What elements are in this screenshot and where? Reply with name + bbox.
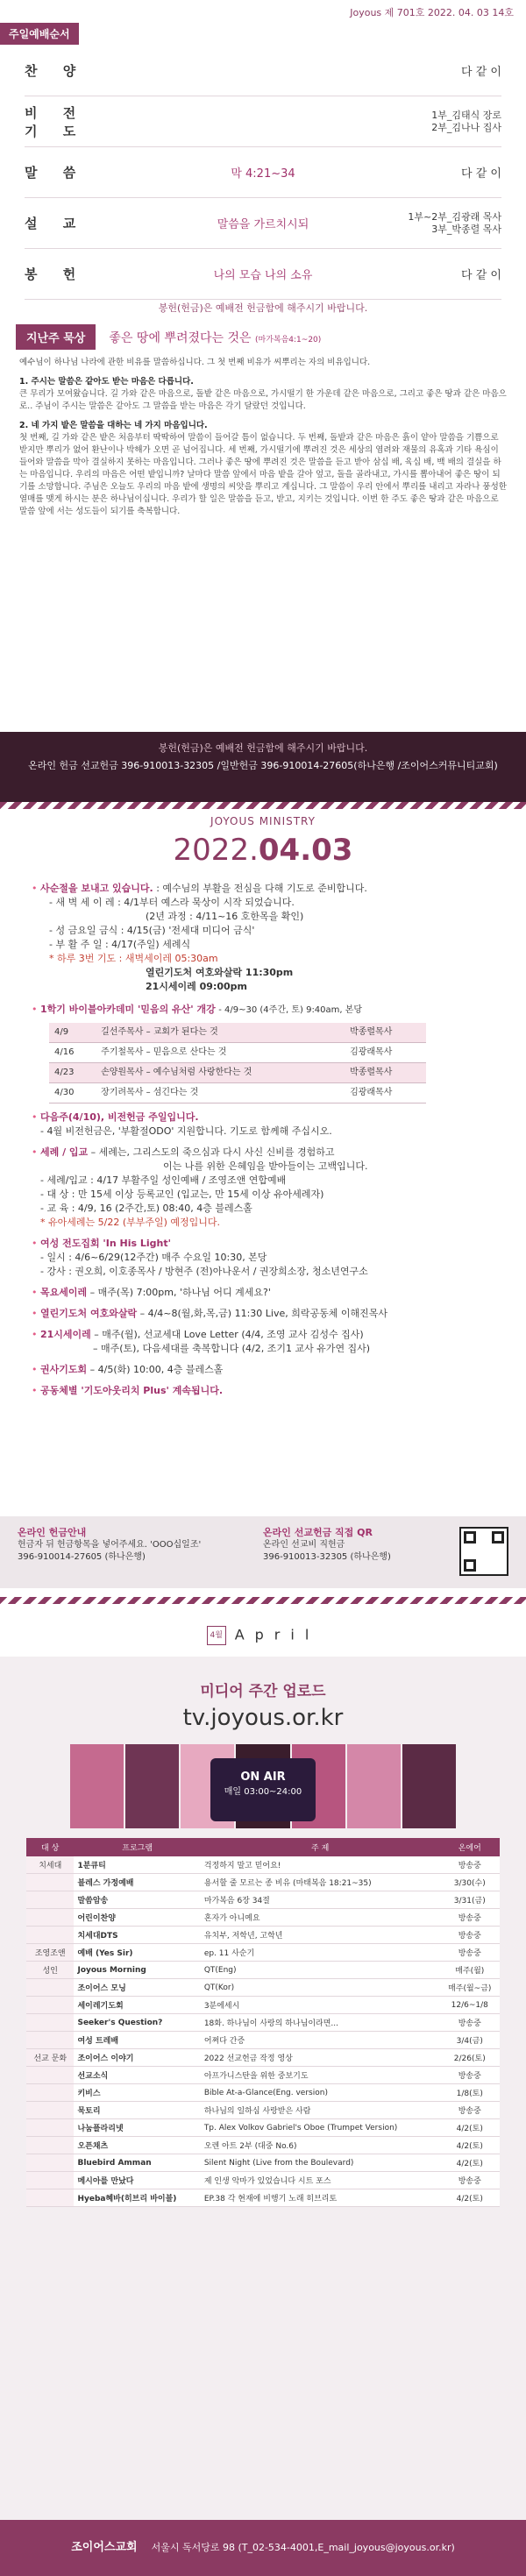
table-cell: 방송중 <box>440 1856 500 1874</box>
table-cell: QT(Eng) <box>201 1962 440 1979</box>
info-line: 온라인 선교비 직헌금 <box>263 1540 345 1550</box>
list-sub: 21시세이레 09:00pm <box>146 981 247 992</box>
table-cell: 4/2(토) <box>440 2119 500 2137</box>
order-leader <box>405 211 501 236</box>
item-text: - 4/9~30 (4주간, 토) 9:40am, 본당 <box>218 1005 363 1015</box>
table-cell: 말씀암송 <box>74 1891 200 1909</box>
order-row <box>25 198 501 249</box>
table-cell: 방송중 <box>440 2102 500 2119</box>
table-cell: 18화. 하나님이 사랑의 하나님이라면... <box>201 2014 440 2032</box>
donation-bar <box>0 732 526 802</box>
table-row <box>26 1856 500 1874</box>
order-row <box>25 147 501 198</box>
table-cell <box>26 1927 74 1944</box>
list-sub: 열린기도처 여호와살락 11:30pm <box>146 967 294 978</box>
table-cell: 박종렬목사 <box>345 1063 426 1083</box>
table-cell: 성인 <box>26 1962 74 1979</box>
table-row <box>26 1927 500 1944</box>
table-row <box>26 1909 500 1927</box>
worship-order <box>25 46 501 300</box>
qr-code-icon[interactable] <box>459 1527 508 1576</box>
list-item <box>32 1307 496 1321</box>
order-row <box>25 46 501 96</box>
meditation-intro: 예수님이 하나님 나라에 관한 비유를 말씀하십니다. 그 첫 번째 비유가 씨뿌리는 자의 비유입니다. <box>19 358 371 367</box>
table-cell: 4/2(토) <box>440 2137 500 2154</box>
last-week-meditation <box>0 324 526 525</box>
info-line: 396-910013-32305 (하나은행) <box>263 1552 391 1562</box>
table-cell: 12/6~1/8 <box>440 1997 500 2014</box>
table-row <box>26 1891 500 1909</box>
table-cell: 박종렬목사 <box>345 1023 426 1043</box>
list-sub: - 교 육 : 4/9, 16 (2주간,토) 08:40, 4층 블레스홀 <box>40 1203 252 1214</box>
order-leader: 다 같 이 <box>461 167 501 181</box>
media-schedule-table <box>26 1838 500 2207</box>
table-cell: 2/26(토) <box>440 2049 500 2067</box>
month-text: April <box>234 1626 320 1643</box>
list-item <box>32 882 496 896</box>
table-cell <box>26 2102 74 2119</box>
table-cell: 치세대 <box>26 1856 74 1874</box>
offering-note: 봉헌(헌금)은 예배전 헌금함에 해주시기 바랍니다. <box>158 302 368 314</box>
col-header: 주 제 <box>201 1838 440 1856</box>
media-url[interactable]: tv.joyous.or.kr <box>182 1705 344 1731</box>
item-heading: 세례 / 입교 <box>40 1146 89 1158</box>
table-row <box>26 1979 500 1997</box>
list-sub: - 4월 비전헌금은, '부활절ODO' 지원합니다. 기도로 함께해 주십시오. <box>40 1125 332 1137</box>
table-cell: 손양원목사 – 예수님처럼 사랑한다는 것 <box>96 1063 345 1083</box>
table-cell: Hyeba혜바(히브리 바이블) <box>74 2189 200 2207</box>
leader-line: 2부_김나나 집사 <box>431 121 501 133</box>
table-cell: 3/31(금) <box>440 1891 500 1909</box>
item-text: – 세례는, 그리스도의 죽으심과 다시 사신 신비를 경험하고 <box>88 1146 335 1158</box>
table-cell <box>26 2119 74 2137</box>
list-item <box>32 1328 496 1342</box>
meditation-tag: 지난주 묵상 <box>16 324 96 350</box>
table-cell: 선교 문화 <box>26 2049 74 2067</box>
table-cell: 4/2(토) <box>440 2189 500 2207</box>
table-cell: 아프가니스탄을 위한 중보기도 <box>201 2067 440 2084</box>
table-cell: Tp. Alex Volkov Gabriel's Oboe (Trumpet Version) <box>201 2119 440 2137</box>
list-sub: (2년 과정 : 4/11~16 호한목을 확인) <box>146 911 304 922</box>
table-cell: 4/30 <box>49 1083 96 1103</box>
table-cell: 4/23 <box>49 1063 96 1083</box>
ministry-tag: JOYOUS MINISTRY <box>210 815 316 827</box>
table-cell: 키비스 <box>74 2084 200 2102</box>
table-cell: 4/9 <box>49 1023 96 1043</box>
ministry-header <box>0 815 526 868</box>
table-cell: Bible At-a-Glance(Eng. version) <box>201 2084 440 2102</box>
table-cell: 3/4(금) <box>440 2032 500 2049</box>
item-heading: 권사기도회 <box>40 1364 88 1375</box>
table-cell: 메시아를 만났다 <box>74 2172 200 2189</box>
table-cell: 마가복음 6장 34절 <box>201 1891 440 1909</box>
table-cell: 오픈채츠 <box>74 2137 200 2154</box>
order-leader: 다 같 이 <box>461 66 501 79</box>
table-row <box>26 2049 500 2067</box>
banner-thumb <box>125 1744 179 1828</box>
online-giving-box <box>0 1516 526 1588</box>
table-cell: 방송중 <box>440 1927 500 1944</box>
item-heading: 21시세이레 <box>40 1329 91 1340</box>
table-cell: 4/2(토) <box>440 2154 500 2172</box>
item-heading: 사순절을 보내고 있습니다. <box>40 883 153 894</box>
table-cell: 김광래목사 <box>345 1083 426 1103</box>
list-item <box>32 1384 496 1398</box>
footer-church: 조이어스교회 <box>71 2541 138 2554</box>
table-cell: 용서할 줄 모르는 종 비유 (마태복음 18:21~35) <box>201 1874 440 1891</box>
item-text: – 4/5(화) 10:00, 4층 블레스홀 <box>87 1364 224 1375</box>
order-row <box>25 96 501 147</box>
info-line: 헌금자 뒤 헌금항목을 넣어주세요. 'OOO십일조' <box>18 1540 202 1550</box>
bulletin-header: Joyous 제 701호 2022. 04. 03 14호 <box>350 7 514 18</box>
table-cell: 장기려목사 – 섬긴다는 것 <box>96 1083 345 1103</box>
table-row <box>49 1023 426 1043</box>
list-sub: - 일시 : 4/6~6/29(12주간) 매주 수요일 10:30, 본당 <box>40 1252 267 1263</box>
list-sub: - 성 금요일 금식 : 4/15(금) '전세대 미디어 금식' <box>49 925 255 936</box>
donation-accounts: 온라인 헌금 선교헌금 396-910013-32305 /일반헌금 396-910014-27605(하나은행 /조이어스커뮤니티교회) <box>28 760 498 771</box>
table-row <box>49 1043 426 1063</box>
bullet-icon: • <box>32 883 40 894</box>
table-cell: 선교소식 <box>74 2067 200 2084</box>
info-title: 온라인 헌금안내 <box>18 1527 87 1538</box>
table-row <box>49 1063 426 1083</box>
order-label: 봉 헌 <box>25 266 87 282</box>
list-sub: - 부 활 주 일 : 4/17(주일) 세례식 <box>49 939 191 950</box>
list-item <box>32 1363 496 1377</box>
bullet-icon: • <box>32 1238 40 1249</box>
table-cell: 묵토리 <box>74 2102 200 2119</box>
table-row <box>26 2032 500 2049</box>
table-cell: 여성 트레배 <box>74 2032 200 2049</box>
table-cell: 방송중 <box>440 1944 500 1962</box>
bullet-icon: • <box>32 1004 40 1015</box>
table-cell: 매주(월~금) <box>440 1979 500 1997</box>
table-cell <box>26 2172 74 2189</box>
info-line: 396-910014-27605 (하나은행) <box>18 1552 146 1562</box>
meditation-body <box>0 350 526 518</box>
list-item <box>32 1286 496 1300</box>
table-row <box>26 2172 500 2189</box>
table-cell: 하나님의 일하심 사랑받은 사람 <box>201 2102 440 2119</box>
bullet-icon: • <box>32 1308 40 1319</box>
meditation-title <box>109 329 321 346</box>
leader-line: 1부~2부_김광래 목사 <box>408 210 501 223</box>
meditation-ref: (마가복음4:1~20) <box>255 336 322 344</box>
table-cell: Silent Night (Live from the Boulevard) <box>201 2154 440 2172</box>
bullet-icon: • <box>32 1146 40 1158</box>
list-sub: - 세례/입교 : 4/17 부활주일 성인예배 / 조영조앤 연합예배 <box>40 1174 287 1186</box>
stripe-divider <box>0 802 526 809</box>
table-row <box>26 2154 500 2172</box>
table-cell <box>26 1979 74 1997</box>
footer <box>0 2520 526 2576</box>
table-cell <box>26 1909 74 1927</box>
table-row <box>26 1874 500 1891</box>
bullet-icon: • <box>32 1364 40 1375</box>
table-row <box>26 2137 500 2154</box>
banner-thumb <box>347 1744 401 1828</box>
list-item <box>32 1146 496 1160</box>
online-giving-right <box>263 1527 391 1564</box>
table-row <box>26 2084 500 2102</box>
ministry-list <box>32 882 496 1398</box>
table-row <box>49 1083 426 1103</box>
table-cell: 주기철목사 – 믿음으로 산다는 것 <box>96 1043 345 1063</box>
donation-notice: 봉헌(헌금)은 예배전 헌금함에 해주시기 바랍니다. <box>158 742 368 754</box>
table-cell: 조이어스 이야기 <box>74 2049 200 2067</box>
list-item <box>32 1111 496 1125</box>
point-heading: 2. 네 가지 밭은 말씀을 대하는 네 가지 마음입니다. <box>19 421 208 430</box>
table-cell: 2022 선교헌금 작정 영상 <box>201 2049 440 2067</box>
list-sub: - 새 벽 세 이 레 : 4/1부터 예스라 묵상이 시작 되었습니다. <box>49 897 295 908</box>
date-md: 04.03 <box>258 833 353 868</box>
table-cell: Joyous Morning <box>74 1962 200 1979</box>
bullet-icon: • <box>32 1111 40 1123</box>
on-air-badge <box>210 1758 316 1821</box>
media-title: 미디어 주간 업로드 <box>200 1683 326 1700</box>
order-row <box>25 249 501 300</box>
list-note: * 유아세례는 5/22 (부부주일) 예정입니다. <box>40 1217 221 1228</box>
table-cell: 어린이찬양 <box>74 1909 200 1927</box>
list-item <box>32 1003 496 1018</box>
item-text: – 4/4~8(월,화,목,금) 11:30 Live, 희락공동체 이해진목사 <box>137 1308 387 1319</box>
month-heading <box>0 1626 526 1645</box>
banner-thumb <box>70 1744 124 1828</box>
table-cell: ep. 11 사순기 <box>201 1944 440 1962</box>
list-note: * 하루 3번 기도 : 새벽세이레 05:30am <box>49 953 218 964</box>
table-cell <box>26 2084 74 2102</box>
list-sub: - 대 상 : 만 15세 이상 등록교인 (입교는, 만 15세 이상 유아세례자) <box>40 1189 324 1200</box>
table-cell: 4/16 <box>49 1043 96 1063</box>
table-cell: 혼자가 아니예요 <box>201 1909 440 1927</box>
table-cell: 방송중 <box>440 1909 500 1927</box>
item-text: – 매주(목) 7:00pm, '하나님 어디 계세요?' <box>87 1287 271 1298</box>
table-cell: 방송중 <box>440 2172 500 2189</box>
on-air-sub: 매일 03:00~24:00 <box>224 1787 302 1797</box>
order-label: 비 전 기 도 <box>25 104 87 139</box>
bible-academy-table <box>49 1023 426 1103</box>
point-heading: 1. 주시는 말씀은 같아도 받는 마음은 다릅니다. <box>19 377 194 387</box>
table-cell <box>26 2032 74 2049</box>
table-cell: 1/8(토) <box>440 2084 500 2102</box>
order-leader: 다 같 이 <box>461 269 501 282</box>
table-header-row <box>26 1838 500 1856</box>
table-cell <box>26 2067 74 2084</box>
order-label: 설 교 <box>25 216 87 231</box>
col-header: 온에어 <box>440 1838 500 1856</box>
table-cell: 세이레기도회 <box>74 1997 200 2014</box>
item-text: : 예수님의 부활을 전심을 다해 기도로 준비합니다. <box>153 883 367 894</box>
date-year: 2022. <box>173 833 259 868</box>
table-cell: 예배 (Yes Sir) <box>74 1944 200 1962</box>
table-cell: 제 인생 악마가 있었습니다 시트 포스 <box>201 2172 440 2189</box>
table-cell: 유치부, 저학년, 고학년 <box>201 1927 440 1944</box>
leader-line: 3부_박종렬 목사 <box>431 223 501 235</box>
meditation-title-text: 좋은 땅에 뿌려졌다는 것은 <box>109 331 252 345</box>
table-cell: 걱정하지 말고 믿어요! <box>201 1856 440 1874</box>
item-heading: 공동체별 '기도아웃리치 Plus' 계속됩니다. <box>40 1385 224 1396</box>
order-label: 찬 양 <box>25 63 87 79</box>
table-cell: 김광래목사 <box>345 1043 426 1063</box>
table-cell <box>26 2189 74 2207</box>
bullet-icon: • <box>32 1287 40 1298</box>
table-row <box>26 1997 500 2014</box>
table-cell: QT(Kor) <box>201 1979 440 1997</box>
table-cell: 어쩌다 간증 <box>201 2032 440 2049</box>
table-cell: 1분큐티 <box>74 1856 200 1874</box>
table-row <box>26 1962 500 1979</box>
calendar-icon: 4월 <box>207 1626 226 1645</box>
banner-thumb <box>402 1744 456 1828</box>
table-cell: 방송중 <box>440 2014 500 2032</box>
table-cell: 3분에세시 <box>201 1997 440 2014</box>
table-cell: EP.38 각 현재에 비행기 노래 히브리토 <box>201 2189 440 2207</box>
list-sub: - 강사 : 권오희, 이호종목사 / 방현주 (전)아나운서 / 권장희소장, 청소년연구소 <box>40 1266 368 1277</box>
table-cell: 블레스 가정예배 <box>74 1874 200 1891</box>
item-text: – 매주(월), 선교세대 Love Letter (4/4, 조영 교사 김성수 집사) <box>90 1329 364 1340</box>
order-section-label: 주일예배순서 <box>0 23 79 45</box>
order-label: 말 씀 <box>25 165 87 181</box>
table-cell <box>26 1997 74 2014</box>
bullet-icon: • <box>32 1329 40 1340</box>
table-row <box>26 2067 500 2084</box>
list-item <box>32 1237 496 1251</box>
point-text: 첫 번째, 길 가와 같은 밭은 처음부터 딱딱하여 말씀이 들어갈 틈이 없습니다. 두 번째, 돌밭과 같은 마음은 흙이 얕아 말씀을 기쁨으로 받지만 뿌리가 없어 환난이나 박해가 오면 곧 넘어집니다. 세 번째, 가시떨기에 뿌려진 것은 세상의 염려와 재물의 유혹과 기타 욕심이 들어와 말씀을 막아 결실하지 못하는 마음입니다. 그러나 좋은 땅에 뿌려진 것은 말씀을 듣고 받아 삼십 배, 육십 배, 백 배의 결실을 하는 마음입니다. 우리의 마음은 어떤 밭입니까? 날마다 말씀 앞에서 마음 밭을 갈아 엎고, 돌을 골라내고, 가시를 뽑아내어 좋은 땅이 되기를 소망합니다. 주님은 오늘도 우리의 마음 밭에 생명의 씨앗을 뿌리고 계십니다. 그 말씀이 우리 안에서 뿌리를 내리고 자라나 풍성한 열매를 맺게 하시는 분은 하나님이십니다. 우리가 할 일은 말씀을 듣고, 받고, 지키는 것입니다. 이번 한 주도 좋은 땅과 같은 마음으로 말씀 앞에 서는 성도들이 되기를 축복합니다. <box>19 433 507 516</box>
item-heading: 목요세이레 <box>40 1287 88 1298</box>
table-cell: 치세대DTS <box>74 1927 200 1944</box>
table-cell: 매주(월) <box>440 1962 500 1979</box>
list-sub: 이는 나를 위한 은혜임을 받아들이는 고백입니다. <box>163 1160 368 1172</box>
item-heading: 1학기 바이블아카데미 '믿음의 유산' 개강 <box>40 1004 216 1015</box>
table-cell <box>26 2014 74 2032</box>
table-cell <box>26 2137 74 2154</box>
table-cell: 나눔플라리넷 <box>74 2119 200 2137</box>
table-row <box>26 2189 500 2207</box>
table-row <box>26 1944 500 1962</box>
table-cell: Seeker's Question? <box>74 2014 200 2032</box>
table-cell: 3/30(수) <box>440 1874 500 1891</box>
point-text: 큰 무리가 모여왔습니다. 길 가와 같은 마음으로, 돌밭 같은 마음으로, 가시떨기 한 가운데 같은 마음으로, 그리고 좋은 땅과 같은 마음으로.. 주님이 주시는 말씀은 같아도 그 말씀을 받는 마음은 각기 달랐던 것입니다. <box>19 389 507 411</box>
on-air-label: ON AIR <box>240 1771 286 1784</box>
table-cell: 조이어스 모닝 <box>74 1979 200 1997</box>
leader-line: 1부_김태식 장로 <box>431 109 501 121</box>
meditation-point <box>19 376 507 413</box>
item-heading: 열린기도처 여호와살락 <box>40 1308 138 1319</box>
footer-address: 서울시 독서당로 98 (T_02-534-4001,E_mail_joyous@joyous.or.kr) <box>151 2542 455 2553</box>
ministry-date <box>0 833 526 868</box>
table-cell <box>26 2154 74 2172</box>
info-title: 온라인 선교헌금 직접 QR <box>263 1527 373 1538</box>
table-row <box>26 2014 500 2032</box>
table-cell: 길선주목사 – 교회가 된다는 것 <box>96 1023 345 1043</box>
order-leader <box>405 110 501 134</box>
item-heading: 여성 전도집회 'In His Light' <box>40 1238 172 1249</box>
item-heading: 다음주(4/10), 비전헌금 주일입니다. <box>40 1111 199 1123</box>
table-cell: 오렌 아트 2부 (대중 No.6) <box>201 2137 440 2154</box>
table-row <box>26 2102 500 2119</box>
list-sub: – 매주(토), 다음세대를 축복합니다 (4/2, 조기1 교사 유가연 집사) <box>93 1343 371 1354</box>
order-content: 말씀을 가르치시되 <box>217 218 309 231</box>
stripe-divider <box>0 1597 526 1604</box>
bullet-icon: • <box>32 1385 40 1396</box>
table-cell: 방송중 <box>440 2067 500 2084</box>
table-cell <box>26 1874 74 1891</box>
order-content: 막 4:21~34 <box>231 167 295 181</box>
table-row <box>26 2119 500 2137</box>
order-content: 나의 모습 나의 소유 <box>213 269 313 282</box>
col-header: 프로그램 <box>74 1838 200 1856</box>
col-header: 대 상 <box>26 1838 74 1856</box>
meditation-point <box>19 420 507 518</box>
table-cell <box>26 1891 74 1909</box>
table-cell: 조영조앤 <box>26 1944 74 1962</box>
table-cell: Bluebird Amman <box>74 2154 200 2172</box>
online-giving-left <box>18 1527 201 1564</box>
